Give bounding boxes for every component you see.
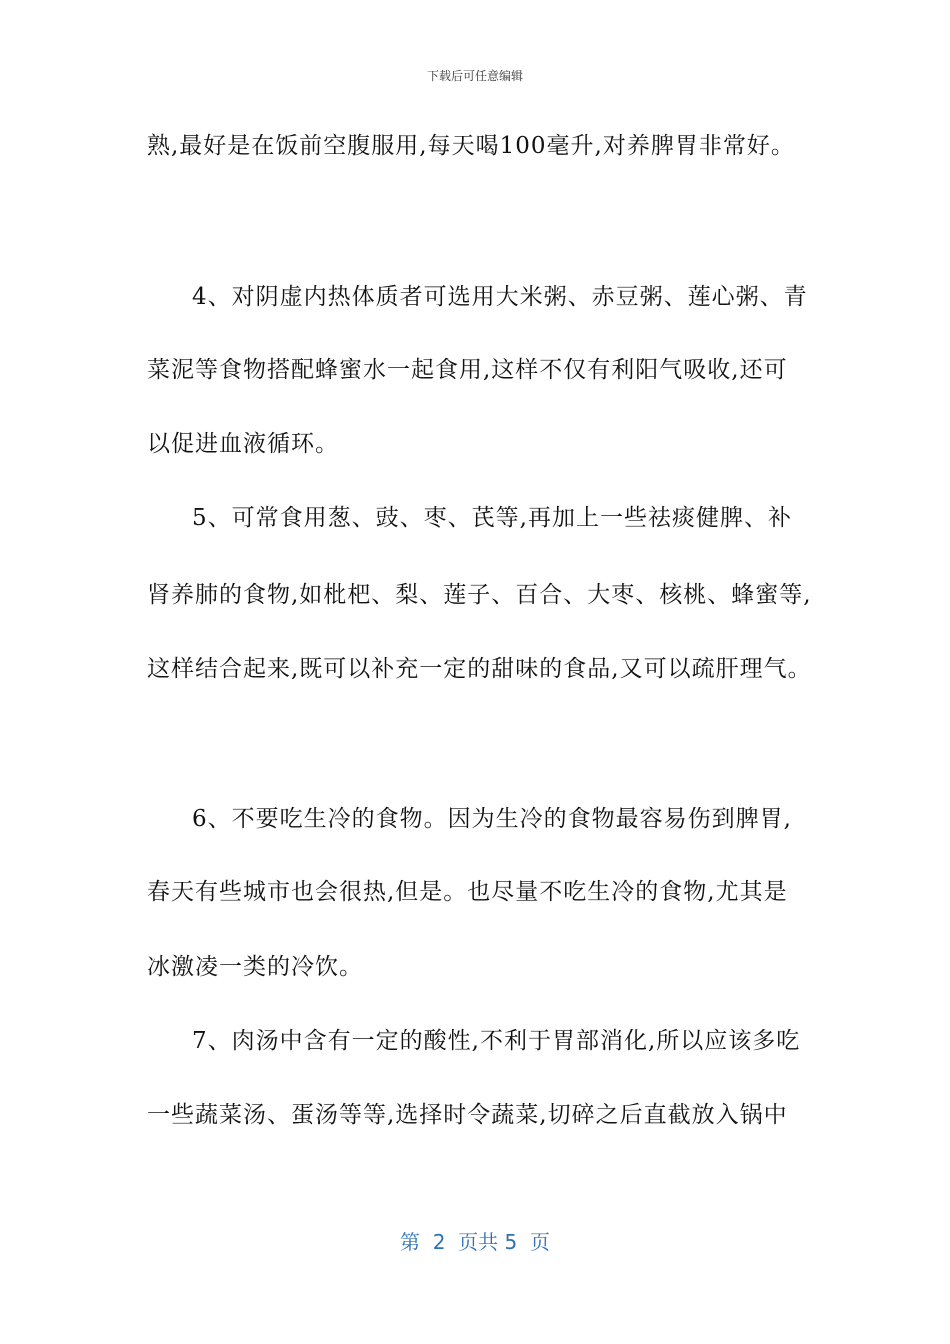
body-line: 菜泥等食物搭配蜂蜜水一起食用,这样不仅有利阳气吸收,还可 (147, 357, 788, 383)
body-line: 春天有些城市也会很热,但是。也尽量不吃生冷的食物,尤其是 (147, 879, 788, 905)
body-line: 以促进血液循环。 (147, 431, 339, 457)
body-line: 冰激凌一类的冷饮。 (147, 954, 363, 980)
body-line: 7、肉汤中含有一定的酸性,不利于胃部消化,所以应该多吃 (192, 1028, 801, 1054)
body-line: 一些蔬菜汤、蛋汤等等,选择时令蔬菜,切碎之后直截放入锅中 (147, 1102, 788, 1128)
body-line: 肾养肺的食物,如枇杷、梨、莲子、百合、大枣、核桃、蜂蜜等, (147, 582, 812, 608)
body-line: 熟,最好是在饭前空腹服用,每天喝100毫升,对养脾胃非常好。 (147, 133, 795, 159)
body-line: 6、不要吃生冷的食物。因为生冷的食物最容易伤到脾胃, (192, 806, 792, 832)
body-line: 这样结合起来,既可以补充一定的甜味的食品,又可以疏肝理气。 (147, 656, 812, 682)
page-header: 下载后可任意编辑 (426, 69, 523, 83)
body-line: 5、可常食用葱、豉、枣、芪等,再加上一些祛痰健脾、补 (192, 505, 792, 531)
page-number-footer: 第 2 页共 5 页 (400, 1230, 550, 1254)
body-line: 4、对阴虚内热体质者可选用大米粥、赤豆粥、莲心粥、青 (192, 284, 808, 310)
